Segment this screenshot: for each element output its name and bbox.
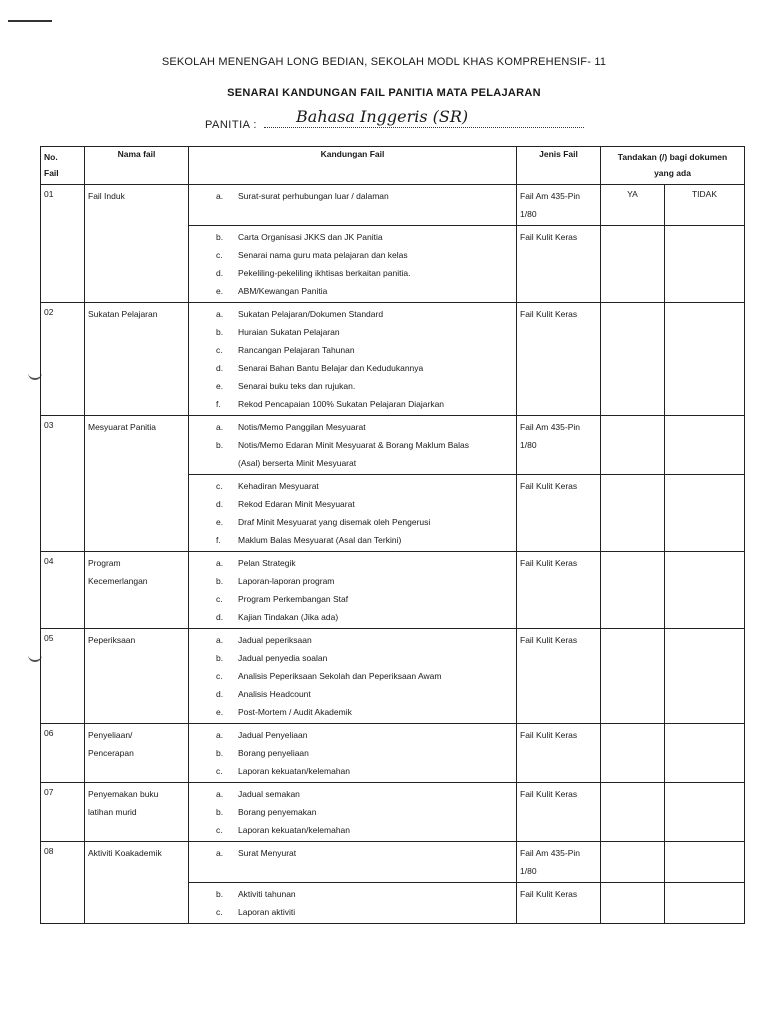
file-name-line: Program xyxy=(88,558,121,568)
file-contents xyxy=(189,629,517,724)
content-item-letter: e. xyxy=(216,517,224,527)
content-item xyxy=(192,762,513,780)
content-item-letter: e. xyxy=(216,707,224,717)
content-item-letter: c. xyxy=(216,250,223,260)
content-item xyxy=(192,495,513,513)
file-type-line: Fail Kulit Keras xyxy=(520,558,578,568)
checkbox-ya[interactable] xyxy=(601,629,665,724)
content-item xyxy=(192,685,513,703)
file-type-line: 1/80 xyxy=(520,866,537,876)
file-name-line: Mesyuarat Panitia xyxy=(88,422,157,432)
file-name xyxy=(85,416,189,552)
content-item-text: Rancangan Pelajaran Tahunan xyxy=(238,345,355,355)
content-item xyxy=(192,821,513,839)
content-item-text: Senarai Bahan Bantu Belajar dan Kedudukannya xyxy=(238,363,424,373)
content-item-letter: c. xyxy=(216,907,223,917)
content-item-letter: c. xyxy=(216,766,223,776)
checkbox-tidak[interactable] xyxy=(665,226,745,303)
file-number: 01 xyxy=(41,185,85,303)
content-item-letter: d. xyxy=(216,363,224,373)
file-contents xyxy=(189,783,517,842)
content-item xyxy=(192,418,513,436)
content-item-text: Jadual semakan xyxy=(238,789,300,799)
file-type-line: 1/80 xyxy=(520,209,537,219)
table-row xyxy=(41,185,745,226)
content-item-text: Program Perkembangan Staf xyxy=(238,594,349,604)
file-contents xyxy=(189,303,517,416)
file-contents xyxy=(189,842,517,883)
file-name-line: Kecemerlangan xyxy=(88,576,148,586)
content-item xyxy=(192,282,513,300)
table-row xyxy=(41,552,745,629)
file-contents xyxy=(189,226,517,303)
content-item-text: Jadual peperiksaan xyxy=(238,635,312,645)
header-nama-fail: Nama fail xyxy=(85,147,189,185)
file-type-line: 1/80 xyxy=(520,440,537,450)
file-type xyxy=(517,226,601,303)
file-name-line: Sukatan Pelajaran xyxy=(88,309,158,319)
panitia-label: PANITIA : xyxy=(205,119,257,131)
file-name-line: Pencerapan xyxy=(88,748,134,758)
file-type-line: Fail Kulit Keras xyxy=(520,309,578,319)
table-row xyxy=(41,416,745,475)
file-number: 05 xyxy=(41,629,85,724)
content-item xyxy=(192,531,513,549)
checkbox-ya[interactable] xyxy=(601,303,665,416)
content-item xyxy=(192,649,513,667)
checkbox-ya[interactable] xyxy=(601,842,665,883)
file-type xyxy=(517,303,601,416)
panitia-handwritten-value: Bahasa Inggeris (SR) xyxy=(296,107,469,126)
file-contents xyxy=(189,552,517,629)
content-item-text: Notis/Memo Panggilan Mesyuarat xyxy=(238,422,366,432)
panitia-line xyxy=(205,107,584,131)
school-name: SEKOLAH MENENGAH LONG BEDIAN, SEKOLAH MODL KHAS KOMPREHENSIF- 11 xyxy=(161,56,607,68)
content-item-text: Borang penyemakan xyxy=(238,807,317,817)
file-contents xyxy=(189,416,517,475)
content-item xyxy=(192,246,513,264)
content-item-letter: b. xyxy=(216,327,224,337)
file-type-line: Fail Am 435-Pin xyxy=(520,422,580,432)
file-name xyxy=(85,185,189,303)
file-type xyxy=(517,842,601,883)
content-item xyxy=(192,228,513,246)
file-name-line: Penyeliaan/ xyxy=(88,730,133,740)
content-item-letter: a. xyxy=(216,848,224,858)
file-type xyxy=(517,629,601,724)
checkbox-tidak[interactable] xyxy=(665,303,745,416)
content-item-letter: b. xyxy=(216,232,224,242)
column-tidak-label: TIDAK xyxy=(665,185,745,226)
file-type-line: Fail Kulit Keras xyxy=(520,730,578,740)
header-tandakan: Tandakan (/) bagi dokumen yang ada xyxy=(601,147,745,185)
content-item-letter: c. xyxy=(216,825,223,835)
content-item-letter: b. xyxy=(216,653,224,663)
file-contents xyxy=(189,883,517,924)
column-ya-label: YA xyxy=(601,185,665,226)
content-item xyxy=(192,667,513,685)
content-item-text: ABM/Kewangan Panitia xyxy=(238,286,328,296)
content-item-text: Rekod Edaran Minit Mesyuarat xyxy=(238,499,355,509)
content-item-letter: a. xyxy=(216,789,224,799)
content-item xyxy=(192,744,513,762)
content-item xyxy=(192,454,513,472)
content-item-text: Carta Organisasi JKKS dan JK Panitia xyxy=(238,232,383,242)
content-item-text: Notis/Memo Edaran Minit Mesyuarat & Borang Maklum Balas xyxy=(238,440,470,450)
table-row xyxy=(41,303,745,416)
file-contents-table xyxy=(40,146,745,924)
file-type-line: Fail Kulit Keras xyxy=(520,232,578,242)
file-name xyxy=(85,303,189,416)
content-item xyxy=(192,395,513,413)
file-name xyxy=(85,842,189,924)
content-item xyxy=(192,477,513,495)
content-item-text: Pekeliling-pekeliling ikhtisas berkaitan panitia. xyxy=(238,268,411,278)
content-item xyxy=(192,903,513,921)
file-name xyxy=(85,724,189,783)
file-contents xyxy=(189,724,517,783)
file-number: 04 xyxy=(41,552,85,629)
file-number: 06 xyxy=(41,724,85,783)
checkbox-ya[interactable] xyxy=(601,416,665,475)
content-item-text: Analisis Headcount xyxy=(238,689,311,699)
content-item xyxy=(192,803,513,821)
table-row xyxy=(41,724,745,783)
checkbox-tidak[interactable] xyxy=(665,724,745,783)
content-item-letter: a. xyxy=(216,422,224,432)
content-item xyxy=(192,844,513,862)
file-name-line: latihan murid xyxy=(88,807,137,817)
content-item-text: Laporan aktiviti xyxy=(238,907,296,917)
file-number: 03 xyxy=(41,416,85,552)
content-item-letter: f. xyxy=(216,399,221,409)
file-number: 07 xyxy=(41,783,85,842)
content-item-text: Senarai nama guru mata pelajaran dan kelas xyxy=(238,250,408,260)
file-name xyxy=(85,783,189,842)
content-item-text: Aktiviti tahunan xyxy=(238,889,296,899)
content-item xyxy=(192,554,513,572)
content-item-letter: b. xyxy=(216,748,224,758)
file-type-line: Fail Am 435-Pin xyxy=(520,191,580,201)
content-item xyxy=(192,608,513,626)
panitia-dotted-field xyxy=(264,107,584,128)
content-item-text: Kehadiran Mesyuarat xyxy=(238,481,319,491)
content-item-letter: c. xyxy=(216,671,223,681)
content-item-letter: a. xyxy=(216,730,224,740)
content-item-text: Jadual penyedia soalan xyxy=(238,653,328,663)
file-name-line: Peperiksaan xyxy=(88,635,136,645)
content-item xyxy=(192,590,513,608)
file-type-line: Fail Am 435-Pin xyxy=(520,848,580,858)
content-item-letter: a. xyxy=(216,191,224,201)
content-item xyxy=(192,264,513,282)
header-jenis-fail: Jenis Fail xyxy=(517,147,601,185)
table-row xyxy=(41,783,745,842)
content-item-letter: a. xyxy=(216,309,224,319)
file-type xyxy=(517,783,601,842)
checkbox-ya[interactable] xyxy=(601,724,665,783)
checkbox-ya[interactable] xyxy=(601,475,665,552)
file-name xyxy=(85,629,189,724)
content-item-text: Laporan kekuatan/kelemahan xyxy=(238,825,350,835)
file-type-line: Fail Kulit Keras xyxy=(520,789,578,799)
pen-mark xyxy=(8,20,52,22)
content-item xyxy=(192,631,513,649)
header-no-fail: No. Fail xyxy=(41,147,85,185)
file-type xyxy=(517,475,601,552)
content-item-text: Borang penyeliaan xyxy=(238,748,309,758)
content-item xyxy=(192,323,513,341)
content-item-letter: d. xyxy=(216,499,224,509)
content-item-text: Laporan-laporan program xyxy=(238,576,335,586)
content-item xyxy=(192,726,513,744)
content-item-letter: b. xyxy=(216,576,224,586)
content-item-text: Laporan kekuatan/kelemahan xyxy=(238,766,350,776)
file-type xyxy=(517,416,601,475)
table-row xyxy=(41,629,745,724)
content-item-text: Huraian Sukatan Pelajaran xyxy=(238,327,340,337)
content-item-text: Post-Mortem / Audit Akademik xyxy=(238,707,352,717)
content-item-letter: a. xyxy=(216,558,224,568)
content-item xyxy=(192,305,513,323)
content-item xyxy=(192,513,513,531)
file-type xyxy=(517,185,601,226)
checkbox-tidak[interactable] xyxy=(665,552,745,629)
content-item xyxy=(192,341,513,359)
content-item xyxy=(192,359,513,377)
content-item-text: Pelan Strategik xyxy=(238,558,296,568)
content-item-text: Senarai buku teks dan rujukan. xyxy=(238,381,356,391)
content-item-text: Jadual Penyeliaan xyxy=(238,730,308,740)
content-item-letter: d. xyxy=(216,689,224,699)
content-item xyxy=(192,572,513,590)
content-item-letter: f. xyxy=(216,535,221,545)
file-type xyxy=(517,552,601,629)
content-item-letter: e. xyxy=(216,286,224,296)
content-item-letter: e. xyxy=(216,381,224,391)
content-item xyxy=(192,436,513,454)
checkbox-ya[interactable] xyxy=(601,552,665,629)
content-item-text: Draf Minit Mesyuarat yang disemak oleh Pengerusi xyxy=(238,517,431,527)
checkbox-ya[interactable] xyxy=(601,226,665,303)
content-item-letter: c. xyxy=(216,481,223,491)
file-type-line: Fail Kulit Keras xyxy=(520,889,578,899)
content-item-letter: c. xyxy=(216,594,223,604)
content-item-letter: c. xyxy=(216,345,223,355)
content-item-text: Rekod Pencapaian 100% Sukatan Pelajaran Diajarkan xyxy=(238,399,445,409)
content-item-letter: b. xyxy=(216,807,224,817)
content-item-text: Surat Menyurat xyxy=(238,848,297,858)
content-item-text: (Asal) berserta Minit Mesyuarat xyxy=(238,458,357,468)
file-name-line: Aktiviti Koakademik xyxy=(88,848,162,858)
file-type-line: Fail Kulit Keras xyxy=(520,635,578,645)
file-name xyxy=(85,552,189,629)
content-item xyxy=(192,187,513,205)
content-item-letter: d. xyxy=(216,612,224,622)
content-item-text: Kajian Tindakan (Jika ada) xyxy=(238,612,339,622)
content-item-letter: d. xyxy=(216,268,224,278)
checkbox-tidak[interactable] xyxy=(665,842,745,883)
file-contents xyxy=(189,475,517,552)
content-item xyxy=(192,377,513,395)
table-row xyxy=(41,842,745,883)
checkbox-tidak[interactable] xyxy=(665,629,745,724)
file-contents xyxy=(189,185,517,226)
file-type xyxy=(517,724,601,783)
content-item-letter: b. xyxy=(216,889,224,899)
file-number: 08 xyxy=(41,842,85,924)
file-name-line: Penyemakan buku xyxy=(88,789,159,799)
content-item-text: Analisis Peperiksaan Sekolah dan Peperiksaan Awam xyxy=(238,671,442,681)
checkbox-ya[interactable] xyxy=(601,783,665,842)
checkbox-tidak[interactable] xyxy=(665,416,745,475)
content-item-text: Sukatan Pelajaran/Dokumen Standard xyxy=(238,309,384,319)
file-number: 02 xyxy=(41,303,85,416)
document-title: SENARAI KANDUNGAN FAIL PANITIA MATA PELAJARAN xyxy=(227,87,541,99)
content-item-letter: a. xyxy=(216,635,224,645)
content-item-text: Surat-surat perhubungan luar / dalaman xyxy=(238,191,389,201)
content-item xyxy=(192,785,513,803)
content-item-letter: b. xyxy=(216,440,224,450)
file-type-line: Fail Kulit Keras xyxy=(520,481,578,491)
checkbox-tidak[interactable] xyxy=(665,783,745,842)
file-type xyxy=(517,883,601,924)
checkbox-tidak[interactable] xyxy=(665,475,745,552)
checkbox-tidak[interactable] xyxy=(665,883,745,924)
content-item xyxy=(192,703,513,721)
file-name-line: Fail Induk xyxy=(88,191,125,201)
header-kandungan-fail: Kandungan Fail xyxy=(189,147,517,185)
checkbox-ya[interactable] xyxy=(601,883,665,924)
content-item-text: Maklum Balas Mesyuarat (Asal dan Terkini) xyxy=(238,535,402,545)
content-item xyxy=(192,885,513,903)
